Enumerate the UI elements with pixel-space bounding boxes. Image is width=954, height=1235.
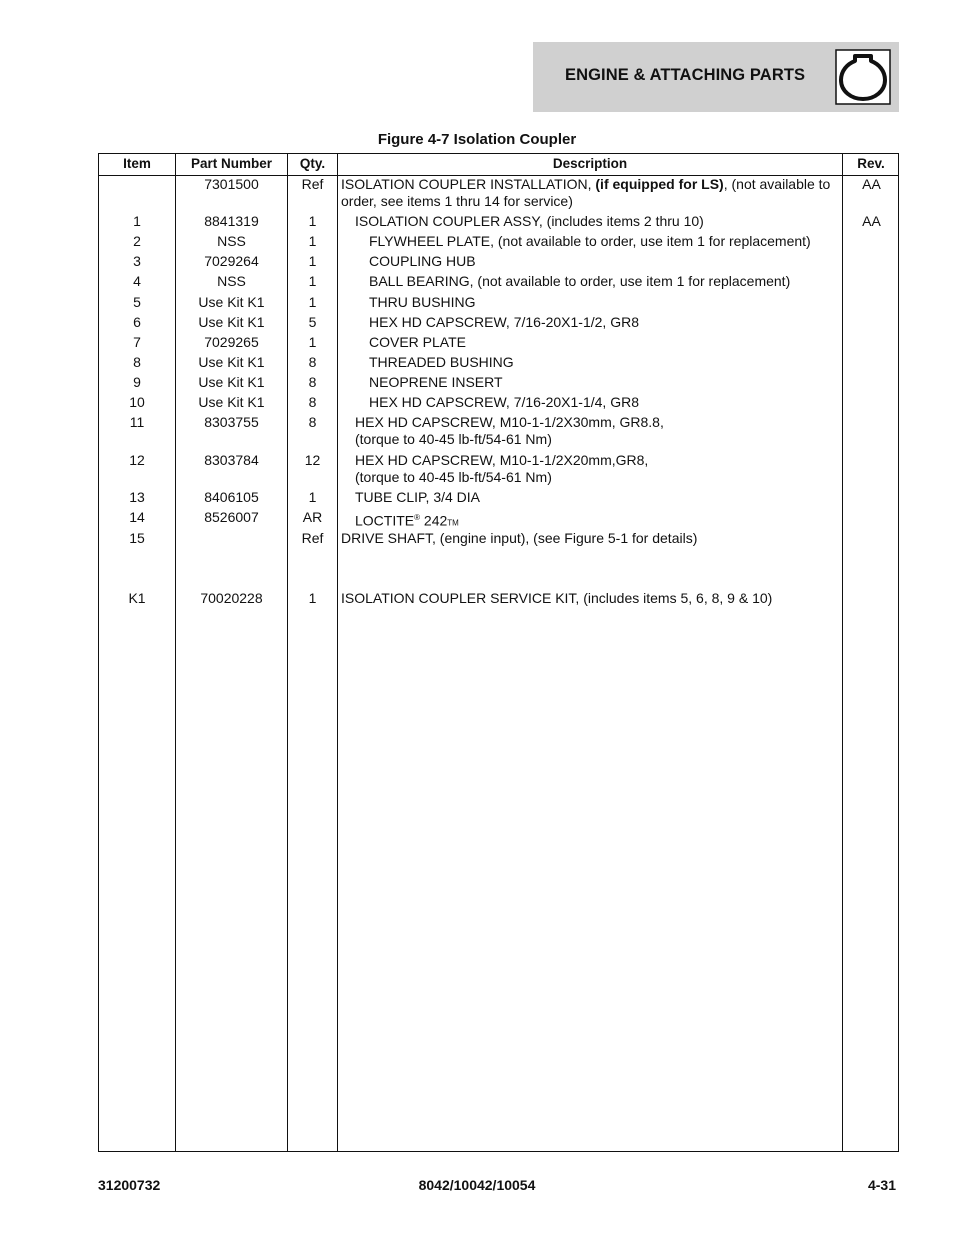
description: ISOLATION COUPLER SERVICE KIT, (includes items 5, 6, 8, 9 & 10): [341, 590, 773, 606]
quantity: 12: [304, 452, 321, 468]
description: LOCTITE® 242TM: [355, 512, 459, 529]
item-number: 1: [133, 213, 141, 229]
description: BALL BEARING, (not available to order, use item 1 for replacement): [369, 273, 791, 289]
quantity: Ref: [301, 176, 324, 192]
part-number: Use Kit K1: [198, 394, 265, 410]
part-number: Use Kit K1: [198, 354, 265, 370]
part-number: NSS: [217, 233, 246, 249]
description: HEX HD CAPSCREW, M10-1-1/2X20mm,GR8, (torque to 40-45 lb-ft/54-61 Nm): [355, 452, 649, 485]
description: ISOLATION COUPLER INSTALLATION, (if equipped for LS), (not available to order, see items 1 thru 14 for service): [341, 176, 831, 209]
item-number: K1: [128, 590, 146, 606]
description: DRIVE SHAFT, (engine input), (see Figure 5-1 for details): [341, 530, 698, 546]
footer-document-number: 31200732: [98, 1177, 161, 1193]
column-header-description: Description: [552, 156, 628, 171]
section-title: ENGINE & ATTACHING PARTS: [565, 66, 806, 84]
quantity: 1: [308, 273, 317, 289]
part-number: 8303784: [204, 452, 259, 468]
description: THRU BUSHING: [369, 294, 476, 310]
item-number: 8: [133, 354, 141, 370]
part-number: Use Kit K1: [198, 314, 265, 330]
quantity: 1: [308, 489, 317, 505]
part-number: NSS: [217, 273, 246, 289]
quantity: 1: [308, 334, 317, 350]
part-number: 8406105: [204, 489, 259, 505]
item-number: 15: [129, 530, 145, 546]
description: HEX HD CAPSCREW, 7/16-20X1-1/4, GR8: [369, 394, 639, 410]
part-number: Use Kit K1: [198, 374, 265, 390]
section-header: [533, 42, 899, 112]
quantity: 1: [308, 253, 317, 269]
description: FLYWHEEL PLATE, (not available to order, use item 1 for replacement): [369, 233, 811, 249]
revision: AA: [862, 213, 881, 229]
item-number: 2: [133, 233, 141, 249]
part-number: 7301500: [204, 176, 259, 192]
item-number: 13: [129, 489, 145, 505]
part-number: 70020228: [200, 590, 263, 606]
description: HEX HD CAPSCREW, M10-1-1/2X30mm, GR8.8, (torque to 40-45 lb-ft/54-61 Nm): [355, 414, 664, 447]
engine-block-icon: [835, 49, 891, 105]
footer-model-numbers: 8042/10042/10054: [418, 1177, 536, 1193]
item-number: 9: [133, 374, 141, 390]
description: COUPLING HUB: [369, 253, 476, 269]
part-number: 8526007: [204, 509, 259, 525]
part-number: 8841319: [204, 213, 259, 229]
figure-title: Figure 4-7 Isolation Coupler: [377, 131, 577, 148]
item-number: 3: [133, 253, 141, 269]
part-number: 7029265: [204, 334, 259, 350]
column-header-item: Item: [123, 156, 151, 171]
quantity: 8: [308, 374, 317, 390]
quantity: 1: [308, 233, 317, 249]
footer-page-number: 4-31: [867, 1177, 896, 1193]
part-number: Use Kit K1: [198, 294, 265, 310]
quantity: 8: [308, 354, 317, 370]
column-divider: [337, 154, 338, 1151]
item-number: 4: [133, 273, 141, 289]
description: THREADED BUSHING: [369, 354, 514, 370]
revision: AA: [862, 176, 881, 192]
quantity: 5: [308, 314, 317, 330]
quantity: 8: [308, 394, 317, 410]
item-number: 14: [129, 509, 145, 525]
description: NEOPRENE INSERT: [369, 374, 503, 390]
quantity: 1: [308, 294, 317, 310]
item-number: 10: [129, 394, 145, 410]
quantity: 1: [308, 590, 317, 606]
quantity: 8: [308, 414, 317, 430]
description: COVER PLATE: [369, 334, 466, 350]
item-number: 12: [129, 452, 145, 468]
part-number: 8303755: [204, 414, 259, 430]
parts-table: [98, 153, 899, 1152]
part-number: 7029264: [204, 253, 259, 269]
description: HEX HD CAPSCREW, 7/16-20X1-1/2, GR8: [369, 314, 639, 330]
quantity: Ref: [301, 530, 324, 546]
column-header-part-number: Part Number: [190, 156, 273, 171]
column-header-qty: Qty.: [299, 156, 326, 171]
quantity: AR: [302, 509, 323, 525]
description: ISOLATION COUPLER ASSY, (includes items 2 thru 10): [355, 213, 704, 229]
quantity: 1: [308, 213, 317, 229]
description: TUBE CLIP, 3/4 DIA: [355, 489, 481, 505]
item-number: 6: [133, 314, 141, 330]
item-number: 11: [129, 414, 145, 430]
item-number: 7: [133, 334, 141, 350]
column-header-rev: Rev.: [857, 156, 885, 171]
item-number: 5: [133, 294, 141, 310]
